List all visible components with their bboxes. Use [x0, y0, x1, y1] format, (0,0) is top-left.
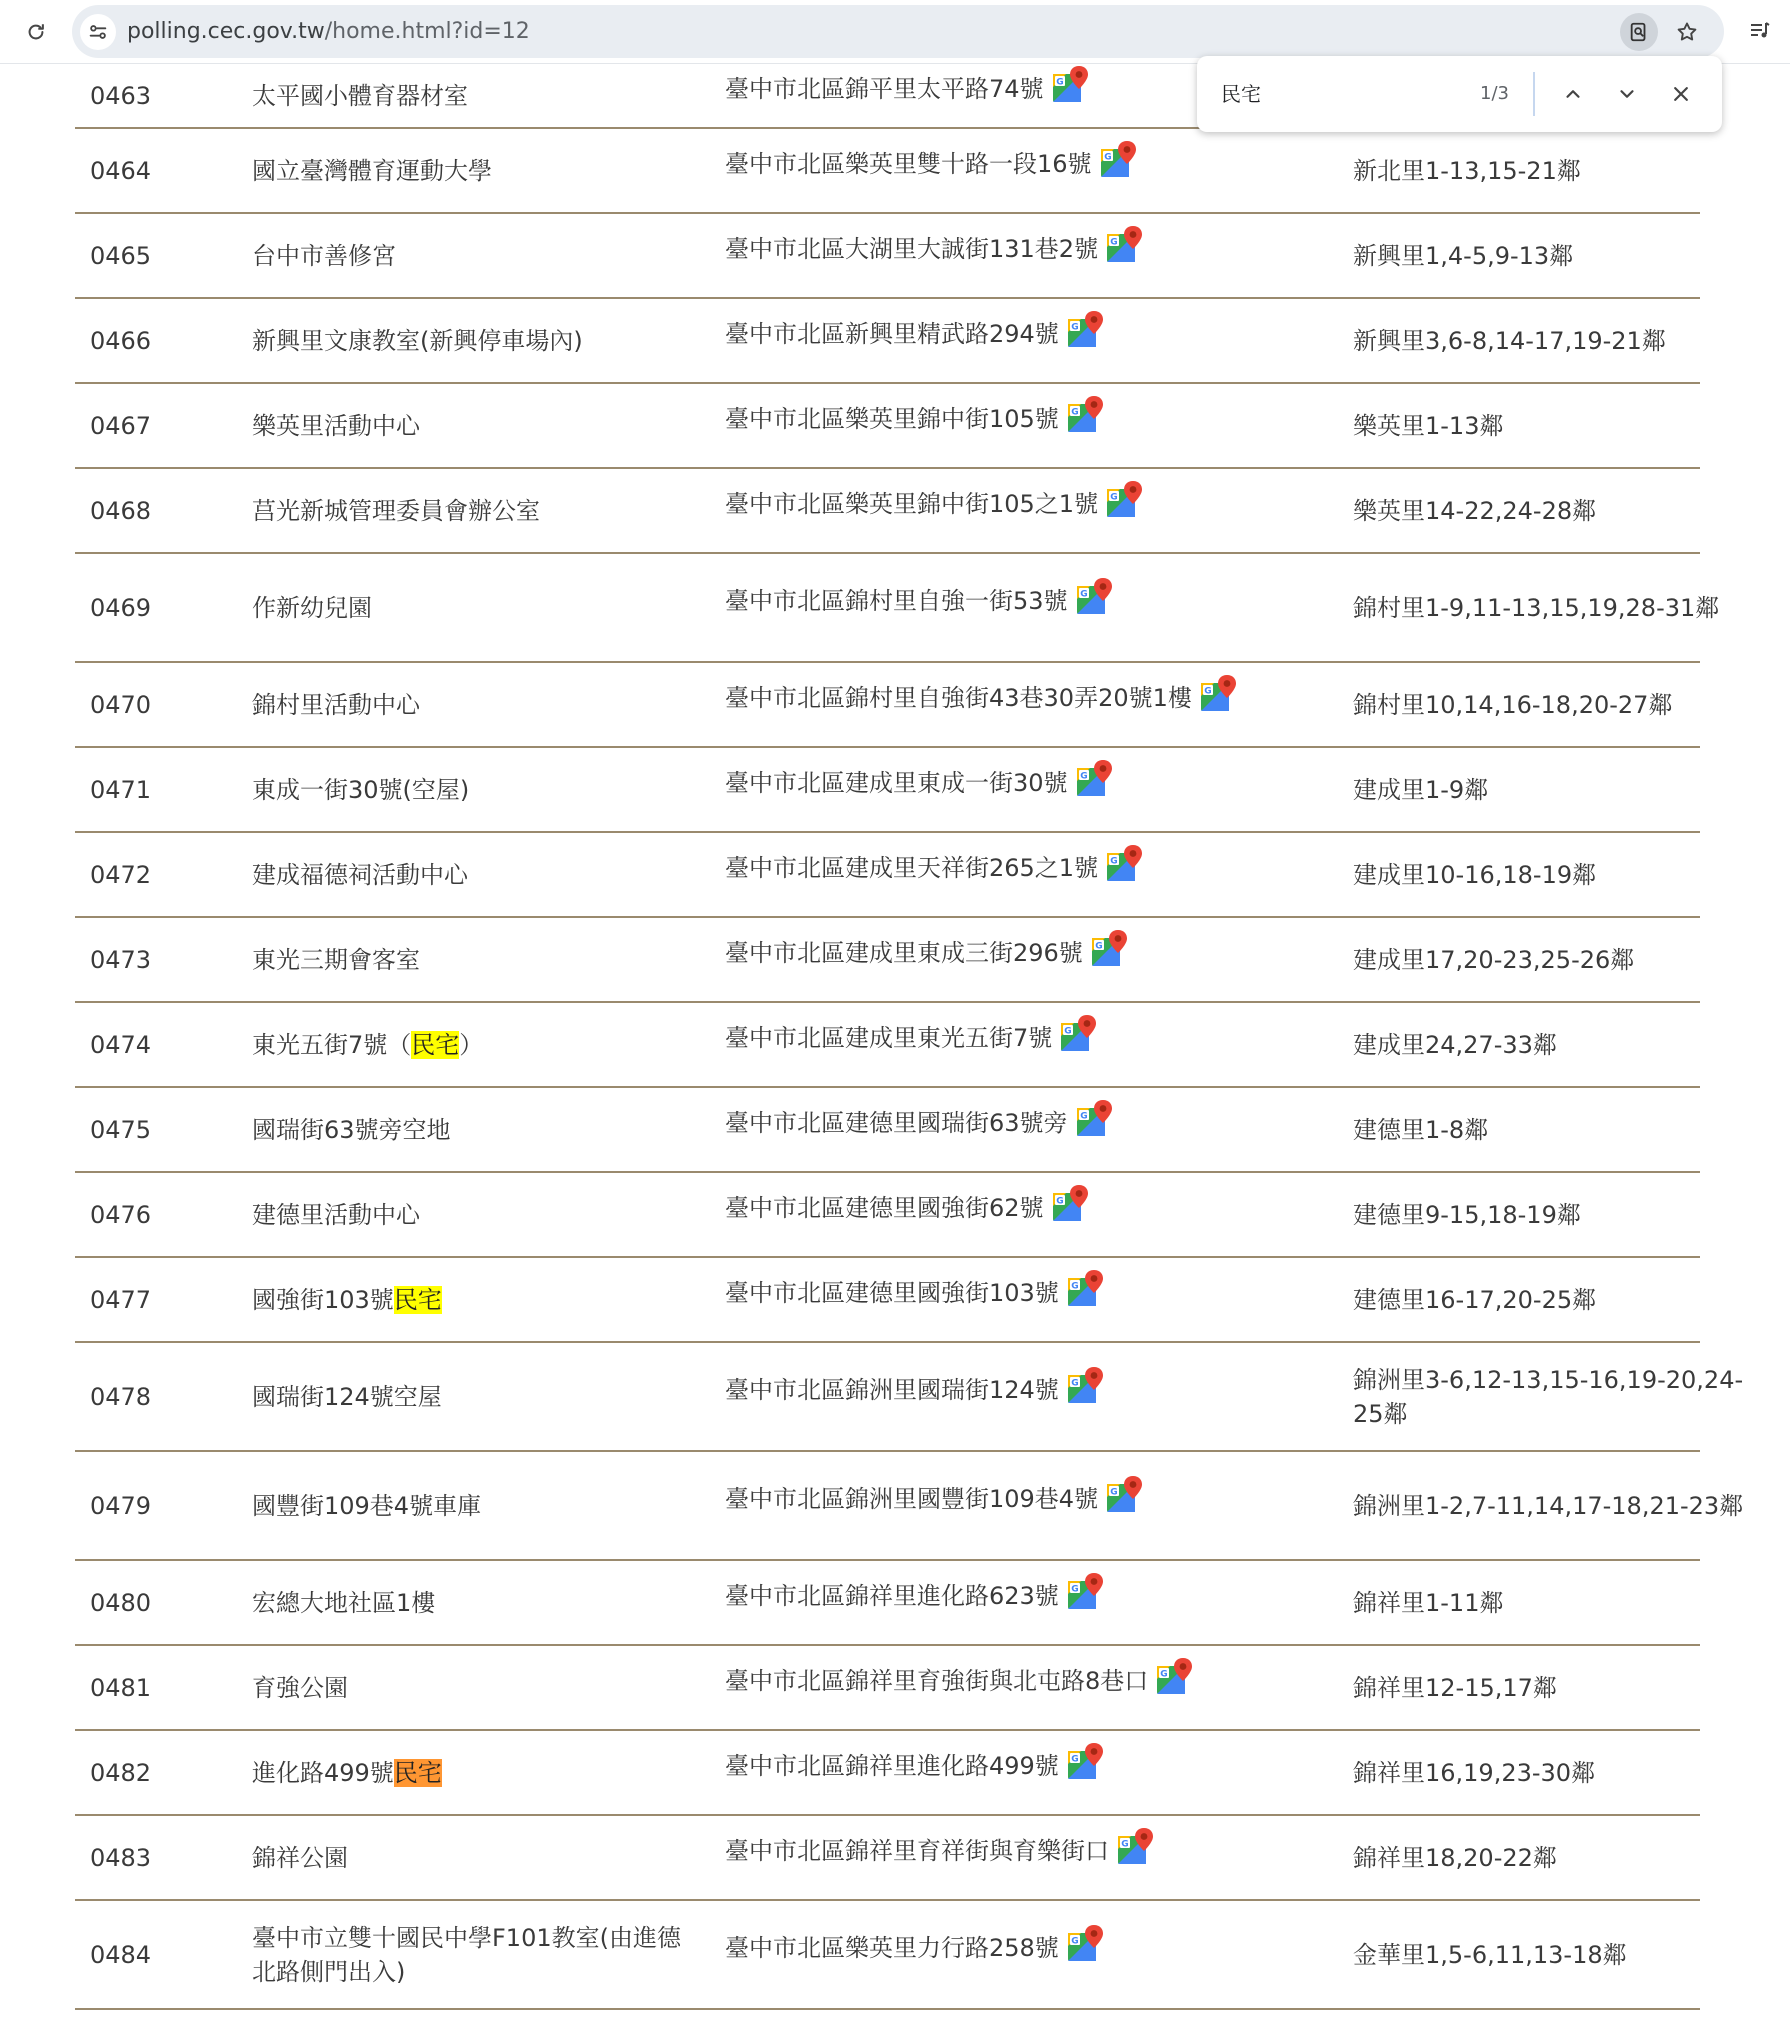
svg-text:G: G — [1103, 152, 1112, 163]
google-maps-icon[interactable] — [1067, 1572, 1105, 1619]
search-highlight: 民宅 — [393, 1758, 442, 1787]
table-row — [75, 214, 1700, 299]
coverage-area: 錦祥里1-11鄰 — [1353, 1588, 1504, 1617]
station-name — [252, 384, 692, 467]
address-text: 臺中市北區新興里精武路294號 — [725, 319, 1059, 348]
table-row — [75, 1901, 1700, 2010]
station-name — [252, 554, 692, 661]
station-name — [252, 1258, 692, 1341]
station-name-text: 育強公園 — [252, 1673, 348, 1702]
lens-icon[interactable] — [1620, 13, 1658, 51]
address-text: 臺中市北區錦祥里進化路623號 — [725, 1581, 1059, 1610]
station-name — [252, 663, 692, 746]
address-text: 臺中市北區建成里東成一街30號 — [725, 768, 1068, 797]
station-number: 0470 — [90, 690, 152, 719]
svg-text:G: G — [1071, 1754, 1079, 1765]
station-address — [725, 1452, 1345, 1559]
address-text: 臺中市北區錦洲里國豐街109巷4號 — [725, 1484, 1099, 1513]
station-number: 0468 — [90, 496, 152, 525]
coverage-area: 建成里10-16,18-19鄰 — [1353, 860, 1597, 889]
google-maps-icon[interactable] — [1067, 1366, 1105, 1413]
station-address — [725, 1088, 1345, 1171]
svg-text:G: G — [1204, 686, 1212, 697]
google-maps-icon[interactable] — [1106, 225, 1144, 272]
table-row — [75, 1561, 1700, 1646]
address-text: 臺中市北區建德里國瑞街63號旁 — [725, 1108, 1068, 1137]
address-text: 臺中市北區建德里國強街103號 — [725, 1278, 1059, 1307]
address-text: 臺中市北區樂英里錦中街105之1號 — [725, 489, 1099, 518]
google-maps-icon[interactable] — [1060, 1014, 1098, 1061]
find-input[interactable]: 民宅 — [1221, 82, 1261, 106]
table-row — [75, 1343, 1744, 1452]
table-row — [75, 129, 1700, 214]
google-maps-icon[interactable] — [1091, 929, 1129, 976]
coverage-area: 新興里3,6-8,14-17,19-21鄰 — [1353, 326, 1666, 355]
address-text: 臺中市北區建成里東光五街7號 — [725, 1023, 1053, 1052]
address-text: 臺中市北區錦村里自強一街53號 — [725, 586, 1068, 615]
station-name-text: 進化路499號 — [252, 1758, 394, 1787]
table-row — [75, 1452, 1744, 1561]
station-name-text: 錦祥公園 — [252, 1843, 348, 1872]
svg-text:G: G — [1055, 1196, 1064, 1207]
station-address — [725, 918, 1345, 1001]
station-name-text: 建德里活動中心 — [252, 1200, 420, 1229]
svg-text:G: G — [1110, 237, 1118, 248]
reload-icon[interactable] — [18, 14, 54, 50]
google-maps-icon[interactable] — [1117, 1827, 1155, 1874]
coverage-area: 建德里9-15,18-19鄰 — [1353, 1200, 1581, 1229]
station-name — [252, 1561, 692, 1644]
coverage-area: 樂英里14-22,24-28鄰 — [1353, 496, 1597, 525]
address-text: 臺中市北區建德里國強街62號 — [725, 1193, 1044, 1222]
address-text: 臺中市北區樂英里力行路258號 — [725, 1933, 1059, 1962]
station-name-text: 國豐街109巷4號車庫 — [252, 1491, 482, 1520]
table-row — [75, 833, 1700, 918]
station-number: 0476 — [90, 1200, 152, 1229]
station-name — [252, 748, 692, 831]
search-highlight: 民宅 — [411, 1030, 460, 1059]
station-name-text: 建成福德祠活動中心 — [252, 860, 468, 889]
station-number: 0475 — [90, 1115, 152, 1144]
google-maps-icon[interactable] — [1052, 65, 1090, 112]
table-row — [75, 1816, 1700, 1901]
google-maps-icon[interactable] — [1106, 844, 1144, 891]
station-number: 0472 — [90, 860, 152, 889]
search-highlight: 民宅 — [393, 1285, 442, 1314]
station-name-text: 宏總大地社區1樓 — [252, 1588, 436, 1617]
station-name-text: 作新幼兒園 — [252, 593, 372, 622]
station-number: 0471 — [90, 775, 152, 804]
address-text: 臺中市北區錦洲里國瑞街124號 — [725, 1375, 1059, 1404]
station-address — [725, 1343, 1345, 1450]
station-address — [725, 1646, 1345, 1729]
find-in-page-bar — [1197, 56, 1722, 132]
station-address — [725, 663, 1345, 746]
svg-text:G: G — [1110, 492, 1118, 503]
table-row — [75, 1088, 1700, 1173]
google-maps-icon[interactable] — [1067, 395, 1105, 442]
google-maps-icon[interactable] — [1076, 1099, 1114, 1146]
google-maps-icon[interactable] — [1200, 674, 1238, 721]
svg-text:G: G — [1079, 1111, 1088, 1122]
svg-text:G: G — [1071, 407, 1079, 418]
coverage-area: 錦祥里16,19,23-30鄰 — [1353, 1758, 1596, 1787]
svg-text:G: G — [1071, 1584, 1079, 1595]
media-queue-icon[interactable] — [1742, 13, 1778, 49]
station-number: 0480 — [90, 1588, 152, 1617]
table-row — [75, 384, 1700, 469]
station-address — [725, 748, 1345, 831]
station-address — [725, 1258, 1345, 1341]
station-number: 0467 — [90, 411, 152, 440]
coverage-area: 建成里1-9鄰 — [1353, 775, 1489, 804]
table-row — [75, 918, 1700, 1003]
station-number: 0481 — [90, 1673, 152, 1702]
station-name-text: 東成一街30號(空屋) — [252, 775, 470, 804]
station-number: 0483 — [90, 1843, 152, 1872]
chevron-up-icon[interactable] — [1555, 76, 1591, 112]
table-row — [75, 554, 1720, 663]
google-maps-icon[interactable] — [1106, 480, 1144, 527]
coverage-area: 樂英里1-13鄰 — [1353, 411, 1504, 440]
station-address — [725, 299, 1345, 382]
browser-toolbar — [0, 0, 1790, 64]
station-name-text: 莒光新城管理委員會辦公室 — [252, 496, 540, 525]
table-row — [75, 469, 1700, 554]
station-name — [252, 1816, 692, 1899]
svg-text:G: G — [1071, 1281, 1079, 1292]
station-number: 0469 — [90, 593, 152, 622]
station-number: 0482 — [90, 1758, 152, 1787]
url-text[interactable] — [127, 5, 530, 58]
station-name-text: 台中市善修宮 — [252, 241, 396, 270]
station-name — [252, 129, 692, 212]
find-match-count: 1/3 — [1480, 83, 1509, 104]
station-number: 0474 — [90, 1030, 152, 1059]
table-row — [75, 1646, 1700, 1731]
station-address — [725, 554, 1345, 661]
coverage-area: 新興里1,4-5,9-13鄰 — [1353, 241, 1574, 270]
station-number: 0465 — [90, 241, 152, 270]
google-maps-icon[interactable] — [1067, 1924, 1105, 1971]
station-address — [725, 384, 1345, 467]
station-number: 0477 — [90, 1285, 152, 1314]
station-name-text: 錦村里活動中心 — [252, 690, 420, 719]
coverage-area: 錦村里1-9,11-13,15,19,28-31鄰 — [1353, 593, 1720, 622]
station-name — [252, 1088, 692, 1171]
station-name — [252, 1003, 692, 1086]
address-text: 臺中市北區錦祥里進化路499號 — [725, 1751, 1059, 1780]
station-name-text: 樂英里活動中心 — [252, 411, 420, 440]
google-maps-icon[interactable] — [1100, 140, 1138, 187]
find-divider — [1533, 72, 1535, 116]
star-icon[interactable] — [1668, 13, 1706, 51]
coverage-area: 建成里17,20-23,25-26鄰 — [1353, 945, 1635, 974]
address-text: 臺中市北區建成里天祥街265之1號 — [725, 853, 1099, 882]
station-address — [725, 1561, 1345, 1644]
station-address — [725, 1901, 1345, 2008]
station-name-text: 國強街103號 — [252, 1285, 394, 1314]
address-bar[interactable] — [72, 5, 1724, 58]
table-row — [75, 1003, 1700, 1088]
svg-text:G: G — [1160, 1669, 1168, 1680]
station-address — [725, 1731, 1345, 1814]
station-name-text: 太平國小體育器材室 — [252, 81, 468, 110]
station-number: 0484 — [90, 1940, 152, 1969]
svg-text:G: G — [1121, 1839, 1129, 1850]
address-text: 臺中市北區樂英里錦中街105號 — [725, 404, 1059, 433]
address-text: 臺中市北區大湖里大誠街131巷2號 — [725, 234, 1099, 263]
station-address — [725, 469, 1345, 552]
svg-text:G: G — [1071, 1378, 1079, 1389]
google-maps-icon[interactable] — [1067, 1269, 1105, 1316]
coverage-area: 錦村里10,14,16-18,20-27鄰 — [1353, 690, 1673, 719]
url-host: polling.cec.gov.tw — [127, 19, 325, 44]
google-maps-icon[interactable] — [1052, 1184, 1090, 1231]
svg-text:G: G — [1055, 77, 1064, 88]
svg-text:G: G — [1071, 1936, 1079, 1947]
svg-text:G: G — [1110, 856, 1118, 867]
svg-text:G: G — [1110, 1487, 1118, 1498]
station-name — [252, 469, 692, 552]
station-name — [252, 1452, 692, 1559]
google-maps-icon[interactable] — [1106, 1475, 1144, 1522]
coverage-area: 錦祥里18,20-22鄰 — [1353, 1843, 1557, 1872]
station-address — [725, 1816, 1345, 1899]
station-name-text: 東光三期會客室 — [252, 945, 420, 974]
station-name — [252, 1343, 692, 1450]
coverage-area: 錦祥里12-15,17鄰 — [1353, 1673, 1557, 1702]
table-row — [75, 299, 1700, 384]
chevron-down-icon[interactable] — [1609, 76, 1645, 112]
coverage-area: 建成里24,27-33鄰 — [1353, 1030, 1557, 1059]
google-maps-icon[interactable] — [1076, 759, 1114, 806]
station-name — [252, 299, 692, 382]
station-name — [252, 214, 692, 297]
station-address — [725, 1173, 1345, 1256]
station-name — [252, 1646, 692, 1729]
table-row — [75, 1173, 1700, 1258]
svg-text:G: G — [1079, 771, 1088, 782]
address-text: 臺中市北區錦村里自強街43巷30弄20號1樓 — [725, 683, 1192, 712]
station-number: 0463 — [90, 81, 152, 110]
coverage-area: 建德里16-17,20-25鄰 — [1353, 1285, 1597, 1314]
station-address — [725, 129, 1345, 212]
station-number: 0464 — [90, 156, 152, 185]
address-text: 臺中市北區樂英里雙十路一段16號 — [725, 149, 1092, 178]
station-address — [725, 833, 1345, 916]
svg-text:G: G — [1064, 1026, 1072, 1037]
address-text: 臺中市北區錦平里太平路74號 — [725, 74, 1044, 103]
station-address — [725, 214, 1345, 297]
coverage-area: 錦洲里1-2,7-11,14,17-18,21-23鄰 — [1353, 1491, 1744, 1520]
station-name-text: 國立臺灣體育運動大學 — [252, 156, 492, 185]
google-maps-icon[interactable] — [1067, 1742, 1105, 1789]
station-name-text: 國瑞街124號空屋 — [252, 1382, 442, 1411]
coverage-area: 新北里1-13,15-21鄰 — [1353, 156, 1581, 185]
google-maps-icon[interactable] — [1156, 1657, 1194, 1704]
table-row — [75, 1258, 1700, 1343]
station-name-text: 東光五街7號（ — [252, 1030, 412, 1059]
polling-station-table — [75, 64, 1744, 2010]
station-name — [252, 1731, 692, 1814]
station-name — [252, 918, 692, 1001]
address-text: 臺中市北區錦祥里育祥街與育樂街口 — [725, 1836, 1109, 1865]
close-icon[interactable] — [1663, 76, 1699, 112]
svg-text:G: G — [1071, 322, 1079, 333]
station-name — [252, 64, 692, 127]
site-settings-icon[interactable] — [80, 14, 116, 50]
table-row — [75, 663, 1700, 748]
station-number: 0473 — [90, 945, 152, 974]
station-name — [252, 1901, 692, 2008]
coverage-area: 建德里1-8鄰 — [1353, 1115, 1489, 1144]
station-name-text: 新興里文康教室(新興停車場內) — [252, 326, 583, 355]
station-name-text: 國瑞街63號旁空地 — [252, 1115, 451, 1144]
table-row — [75, 748, 1700, 833]
station-name-text: ） — [459, 1030, 484, 1059]
svg-text:G: G — [1095, 941, 1103, 952]
station-name — [252, 1173, 692, 1256]
station-name-text: 臺中市立雙十國民中學F101教室(由進德北路側門出入) — [252, 1923, 681, 1986]
google-maps-icon[interactable] — [1067, 310, 1105, 357]
address-text: 臺中市北區錦祥里育強街與北屯路8巷口 — [725, 1666, 1149, 1695]
table-row — [75, 1731, 1700, 1816]
coverage-area: 錦洲里3-6,12-13,15-16,19-20,24-25鄰 — [1353, 1365, 1744, 1428]
url-path: /home.html?id=12 — [324, 19, 530, 44]
address-text: 臺中市北區建成里東成三街296號 — [725, 938, 1083, 967]
station-number: 0466 — [90, 326, 152, 355]
station-number: 0479 — [90, 1491, 152, 1520]
svg-text:G: G — [1079, 589, 1088, 600]
station-address — [725, 1003, 1345, 1086]
coverage-area: 金華里1,5-6,11,13-18鄰 — [1353, 1940, 1627, 1969]
google-maps-icon[interactable] — [1076, 577, 1114, 624]
station-name — [252, 833, 692, 916]
station-number: 0478 — [90, 1382, 152, 1411]
